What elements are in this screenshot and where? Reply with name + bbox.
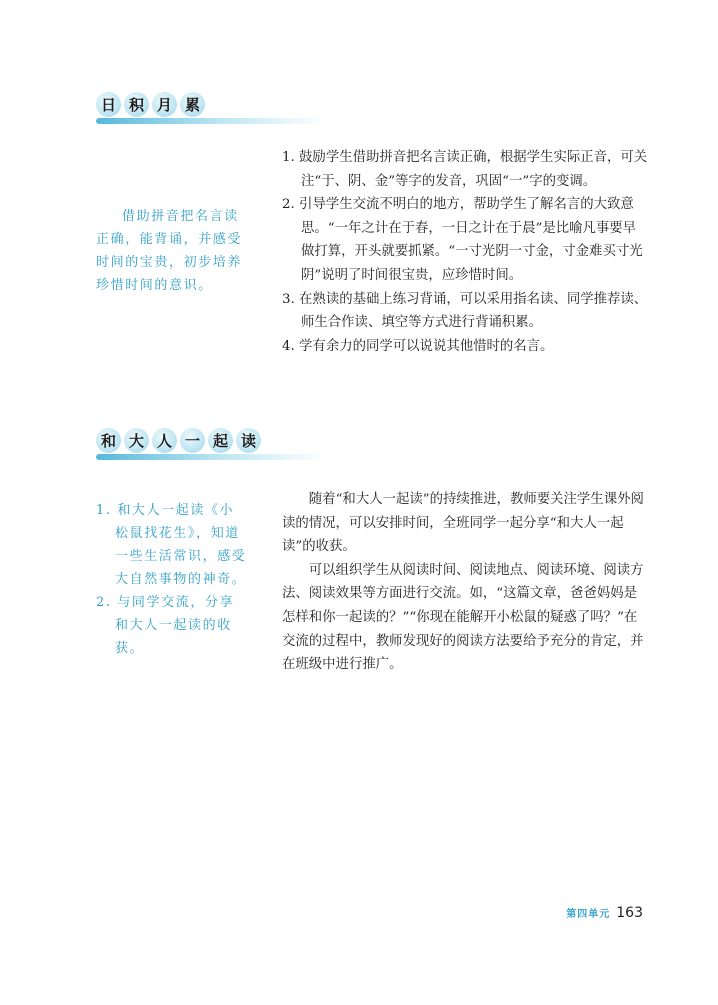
title-char: 月	[152, 92, 177, 117]
main-text-section-2	[282, 488, 648, 677]
side-note-text: 借助拼音把名言读正确，能背诵，并感受时间的宝贵，初步培养珍惜时间的意识。	[96, 209, 243, 293]
title-char: 累	[180, 92, 205, 117]
paragraph: 可以组织学生从阅读时间、阅读地点、阅读环境、阅读方法、阅读效果等方面进行交流。如，“这篇文章，爸爸妈妈是怎样和你一起读的？”“你现在能解开小松鼠的疑惑了吗？”在交流的过程中，教师发现好的阅读方法要给予充分的肯定，并在班级中进行推广。	[282, 562, 644, 673]
page-footer	[566, 905, 643, 921]
list-item: 1. 鼓励学生借助拼音把名言读正确，根据学生实际正音，可关注“于、阴、金”等字的发音，巩固“一”字的变调。	[282, 150, 648, 189]
header-underline-bar	[96, 118, 326, 124]
title-char: 积	[124, 92, 149, 117]
title-char: 和	[96, 428, 121, 453]
title-char: 日	[96, 92, 121, 117]
unit-label: 第四单元	[566, 909, 611, 920]
main-text-section-1	[282, 146, 648, 358]
side-note-item: 2. 与同学交流，分享和大人一起读的收获。	[96, 595, 235, 656]
page-number: 163	[616, 905, 643, 921]
side-note-goals-2	[96, 499, 248, 660]
side-note-goals-1	[96, 205, 248, 297]
title-char: 一	[180, 428, 205, 453]
list-item: 4. 学有余力的同学可以说说其他惜时的名言。	[282, 338, 554, 354]
list-item: 3. 在熟读的基础上练习背诵，可以采用指名读、同学推荐读、师生合作读、填空等方式进行背诵积累。	[282, 291, 648, 331]
list-item: 2. 引导学生交流不明白的地方，帮助学生了解名言的大致意思。“一年之计在于春，一日之计在于晨”是比喻凡事要早做打算，开头就要抓紧。“一寸光阴一寸金，寸金难买寸光阴”说明了时间很宝贵，应珍惜时间。	[282, 197, 643, 283]
paragraph: 随着“和大人一起读”的持续推进，教师要关注学生课外阅读的情况，可以安排时间，全班同学一起分享“和大人一起读”的收获。	[282, 492, 644, 555]
title-char: 大	[124, 428, 149, 453]
title-char: 读	[236, 428, 261, 453]
title-char: 起	[208, 428, 233, 453]
side-note-list	[96, 499, 248, 660]
side-note-item: 1. 和大人一起读《小松鼠找花生》，知道一些生活常识，感受大自然事物的神奇。	[96, 503, 247, 587]
title-char: 人	[152, 428, 177, 453]
header-underline-bar	[96, 454, 326, 460]
guidance-list	[282, 146, 648, 358]
